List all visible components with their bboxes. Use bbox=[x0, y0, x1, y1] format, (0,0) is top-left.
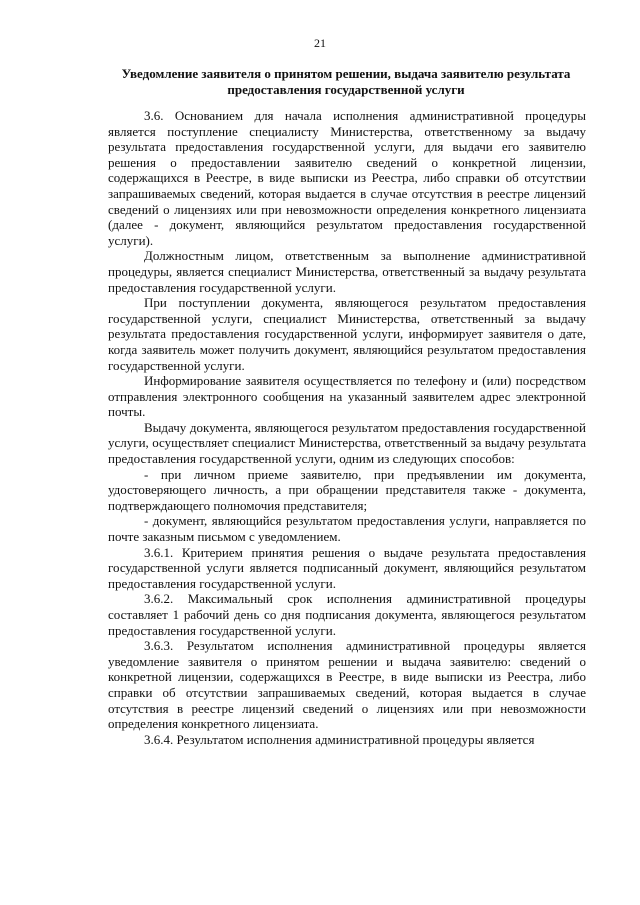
paragraph-3-6-2: 3.6.2. Максимальный срок исполнения административной процедуры составляет 1 рабочий день со дня подписания документа, являющегося результатом предоставления государственной услуги. bbox=[108, 591, 586, 638]
paragraph-3-6-1: 3.6.1. Критерием принятия решения о выдаче результата предоставления государственной услуги является подписанный документ, являющийся результатом предоставления государственной услуги. bbox=[108, 544, 586, 591]
paragraph-responsible-official: Должностным лицом, ответственным за выполнение административной процедуры, является специалист Министерства, ответственный за выдачу результата предоставления государственной услуги. bbox=[108, 248, 586, 295]
paragraph-3-6-4: 3.6.4. Результатом исполнения административной процедуры является bbox=[144, 731, 535, 747]
paragraph-document-receipt: При поступлении документа, являющегося результатом предоставления государственной услуги, специалист Министерства, ответственный за выдачу результата предоставления государственной услуги, информирует заявителя о дате, когда заявитель может получить документ, являющийся результатом предоставления государственной услуги. bbox=[108, 295, 586, 373]
paragraph-delivery-methods: Выдачу документа, являющегося результатом предоставления государственной услуги, осуществляет специалист Министерства, ответственный за выдачу результата предоставления государственной услуги, одним из следующих способов: bbox=[108, 419, 586, 467]
paragraph-3-6-3: 3.6.3. Результатом исполнения административной процедуры является уведомление заявителя о принятом решении и выдача заявителю: сведений о конкретной лицензии, содержащихся в Реестре, в виде выписки из Реестра, либо справки об отсутствии запрашиваемых сведений, которая выдается в случае отсутствия в реестре лицензий сведений о лицензиях или при невозможности определения конкретного лицензиата. bbox=[108, 638, 586, 732]
paragraph-informing: Информирование заявителя осуществляется по телефону и (или) посредством отправления электронного сообщения на указанный заявителем адрес электронной почты. bbox=[108, 373, 586, 420]
section-title: Уведомление заявителя о принятом решении, выдача заявителю результата предоставления государственной услуги bbox=[121, 66, 571, 97]
document-body bbox=[108, 108, 586, 747]
page-number: 21 bbox=[314, 36, 326, 50]
paragraph-method-mail: - документ, являющийся результатом предоставления услуги, направляется по почте заказным письмом с уведомлением. bbox=[108, 513, 586, 545]
paragraph-3-6: 3.6. Основанием для начала исполнения административной процедуры является поступление специалисту Министерства, ответственному за выдачу результата предоставления государственной услуги, для выдачи его заявителю решения о предоставлении заявителю сведений о конкретной лицензии, содержащихся в Реестре, в виде выписки из Реестра, либо справки об отсутствии запрашиваемых сведений, которая выдается в случае отсутствия в реестре лицензий сведений о лицензиях или при невозможности определения конкретного лицензиата (далее - документ, являющийся результатом предоставления государственной услуги). bbox=[108, 108, 586, 248]
paragraph-method-in-person: - при личном приеме заявителю, при предъявлении им документа, удостоверяющего личность, а при обращении представителя также - документа, подтверждающего полномочия представителя; bbox=[108, 466, 586, 513]
